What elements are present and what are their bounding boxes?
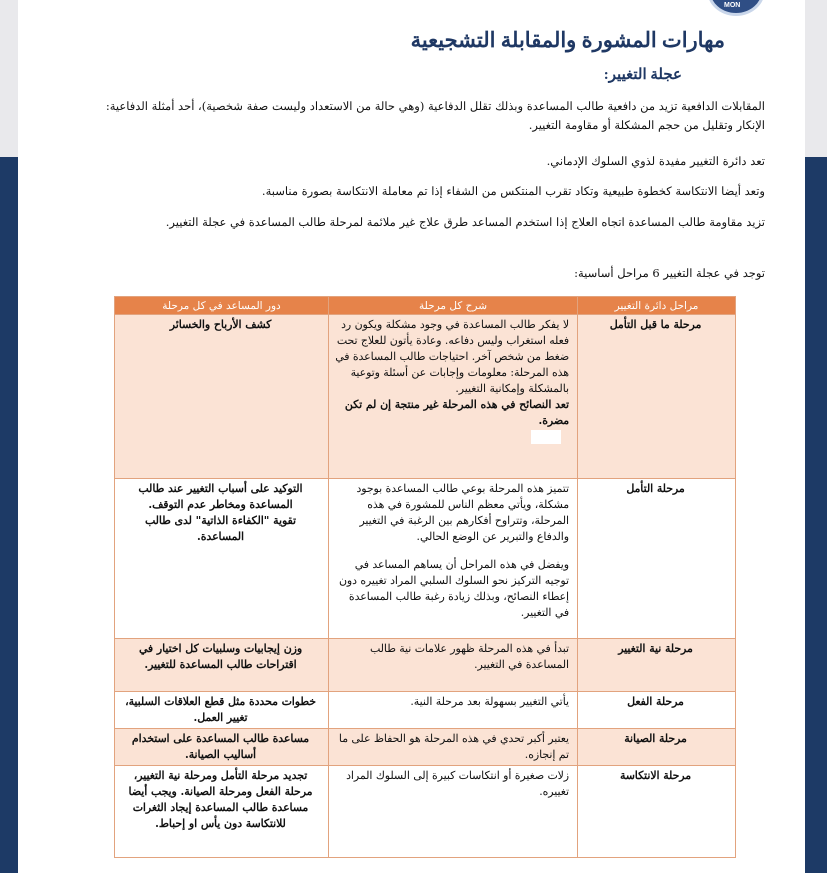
table-header-row bbox=[115, 297, 736, 315]
description-cell: زلات صغيرة أو انتكاسات كبيرة إلى السلوك المراد تغييره. bbox=[329, 766, 578, 858]
logo-icon: MON bbox=[707, 0, 765, 16]
table-row bbox=[115, 479, 736, 639]
description-text: لا يفكر طالب المساعدة في وجود مشكلة ويكون رد فعله استغراب وليس دفاعه. وعادة يأتون للعلاج تحت ضغط من شخص آخر. احتياجات طالب المساعدة في هذه المرحلة: معلومات وإجابات عن أسئلة وتوعية بالمشكلة وإمكانية التغيير. bbox=[335, 318, 569, 395]
paragraph-stages-count: توجد في عجلة التغيير 6 مراحل أساسية: bbox=[574, 266, 765, 280]
left-side-bar bbox=[0, 157, 18, 873]
paragraph-resistance: تزيد مقاومة طالب المساعدة اتجاه العلاج إذا استخدم المساعد طرق علاج غير ملائمة لمرحلة طالب المساعدة في عجلة التغيير. bbox=[165, 215, 765, 229]
description-bold-note: تعد النصائح في هذه المرحلة غير منتجة إن لم تكن مضرة. bbox=[344, 398, 569, 427]
stages-table bbox=[114, 296, 736, 858]
stage-cell: مرحلة الصيانة bbox=[578, 729, 736, 766]
paragraph-intro: المقابلات الدافعية تزيد من دافعية طالب المساعدة وبذلك تقلل الدفاعية (وهي حالة من الاستعداد وليست صفة شخصية)، أحد أمثلة الدفاعية: الإنكار وتقليل من حجم المشكلة أو مقاومة التغيير. bbox=[105, 99, 765, 132]
table-row bbox=[115, 729, 736, 766]
stage-cell: مرحلة الانتكاسة bbox=[578, 766, 736, 858]
role-cell: تجديد مرحلة التأمل ومرحلة نية التغيير، مرحلة الفعل ومرحلة الصيانة. ويجب أيضا مساعدة طالب المساعدة إيجاد الثغرات للانتكاسة دون يأس او إحباط. bbox=[115, 766, 329, 858]
role-cell: كشف الأرباح والخسائر bbox=[115, 315, 329, 479]
description-text-2: ويفضل في هذه المراحل أن يساهم المساعد في توجيه التركيز نحو السلوك السلبي المراد تغييره دون إعطاء النصائح، وبذلك زيادة رغبة طالب المساعدة في التغيير. bbox=[338, 558, 569, 619]
stage-cell: مرحلة الفعل bbox=[578, 692, 736, 729]
role-cell bbox=[115, 479, 329, 639]
header-description: شرح كل مرحلة bbox=[329, 297, 578, 315]
description-cell bbox=[329, 479, 578, 639]
stage-cell: مرحلة نية التغيير bbox=[578, 639, 736, 692]
role-cell: وزن إيجابيات وسلبيات كل اختيار في اقتراحات طالب المساعدة للتغيير. bbox=[115, 639, 329, 692]
stage-cell: مرحلة التأمل bbox=[578, 479, 736, 639]
header-stage: مراحل دائرة التغيير bbox=[578, 297, 736, 315]
role-cell: خطوات محددة مثل قطع العلاقات السلبية، تغيير العمل. bbox=[115, 692, 329, 729]
right-side-bar bbox=[805, 157, 827, 873]
role-text-2: تقوية "الكفاءة الذاتية" لدى طالب المساعدة. bbox=[144, 514, 297, 543]
blank-box bbox=[531, 430, 561, 444]
paragraph-addiction: تعد دائرة التغيير مفيدة لذوي السلوك الإدماني. bbox=[546, 154, 765, 168]
description-cell: يعتبر أكبر تحدي في هذه المرحلة هو الحفاظ على ما تم إنجازه. bbox=[329, 729, 578, 766]
table-row bbox=[115, 639, 736, 692]
role-cell: مساعدة طالب المساعدة على استخدام أساليب الصيانة. bbox=[115, 729, 329, 766]
role-text: التوكيد على أسباب التغيير عند طالب المساعدة ومخاطر عدم التوقف. bbox=[138, 482, 303, 511]
document-page bbox=[18, 0, 805, 873]
table-row bbox=[115, 315, 736, 479]
paragraph-relapse: وتعد أيضا الانتكاسة كخطوة طبيعية وتكاد تقرب المنتكس من الشفاء إذا تم معاملة الانتكاسة بصورة مناسبة. bbox=[261, 184, 765, 198]
description-cell: تبدأ في هذه المرحلة ظهور علامات نية طالب المساعدة في التغيير. bbox=[329, 639, 578, 692]
table-row bbox=[115, 692, 736, 729]
description-cell: يأتي التغيير بسهولة بعد مرحلة النية. bbox=[329, 692, 578, 729]
description-text: تتميز هذه المرحلة بوعي طالب المساعدة بوجود مشكلة، ويأتي معظم الناس للمشورة في هذه المرحلة، وتتراوح أفكارهم بين الرغبة في التغيير والدفاع والتبرير عن الوضع الحالي. bbox=[356, 482, 569, 543]
header-role: دور المساعد في كل مرحلة bbox=[115, 297, 329, 315]
page-title: مهارات المشورة والمقابلة التشجيعية bbox=[410, 28, 725, 52]
stage-cell: مرحلة ما قبل التأمل bbox=[578, 315, 736, 479]
table-row bbox=[115, 766, 736, 858]
section-subtitle: عجلة التغيير: bbox=[603, 67, 682, 83]
description-cell bbox=[329, 315, 578, 479]
